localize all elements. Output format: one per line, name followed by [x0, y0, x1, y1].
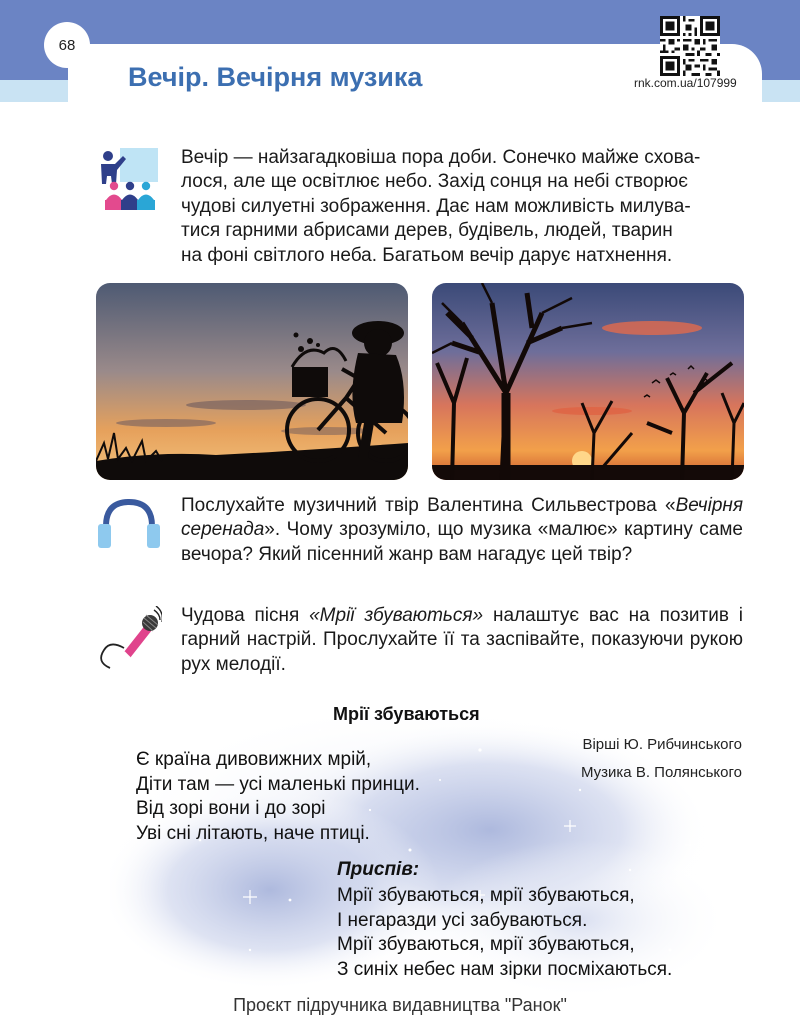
- verse-line: Діти там — усі маленькі принци.: [136, 773, 420, 795]
- headphones-icon: [96, 498, 162, 550]
- sing-text-before: Чудова пісня: [181, 605, 310, 626]
- verse-line: Від зорі вони і до зорі: [136, 798, 326, 819]
- listen-text-after: ». Чому зрозуміло, що музика «малює» картину саме вечора? Який пісенний жанр вам нагадує цей твір?: [181, 519, 743, 565]
- sing-paragraph: [181, 604, 743, 677]
- song-credits: [546, 731, 742, 787]
- intro-line: чудові силуетні зображення. Дає нам можливість милува-: [181, 195, 691, 217]
- intro-line: тися гарними абрисами дерев, будівель, людей, тварин: [181, 220, 673, 242]
- chorus-line: Мрії збуваються, мрії збуваються,: [337, 885, 635, 906]
- lyrics-author: Вірші Ю. Рибчинського: [582, 736, 742, 753]
- listen-work-title: Вечірня серенада: [181, 495, 743, 541]
- trees-sunset-silhouette-photo: [432, 283, 744, 480]
- sing-text-after: налаштує вас на позитив і гарний настрій. Прослухайте її та заспівайте, показуючи рукою рух мелодії.: [181, 605, 743, 675]
- music-author: Музика В. Полянського: [581, 764, 742, 781]
- page-title: Вечір. Вечірня музика: [128, 62, 423, 92]
- listen-text-before: Послухайте музичний твір Валентина Сильвестрова «: [181, 495, 676, 516]
- chorus-line: Мрії збуваються, мрії збуваються,: [337, 934, 635, 955]
- page-number: 68: [44, 22, 90, 68]
- intro-line: Вечір — найзагадковіша пора доби. Сонечко майже схова-: [181, 147, 701, 168]
- sing-song-title: «Мрії збуваються»: [309, 605, 484, 626]
- verse-line: Уві сні літають, наче птиці.: [136, 822, 370, 844]
- qr-code-icon[interactable]: [660, 16, 720, 76]
- microphone-icon: [96, 606, 162, 670]
- chorus-line: З синіх небес нам зірки посміхаються.: [337, 958, 673, 980]
- verse-line: Є країна дивовижних мрій,: [136, 749, 372, 770]
- intro-line: на фоні світлого неба. Багатьом вечір дарує натхнення.: [181, 244, 673, 266]
- chorus-line: І негаразди усі забуваються.: [337, 909, 588, 931]
- intro-line: лося, але ще освітлює небо. Захід сонця на небі створює: [181, 171, 688, 193]
- song-chorus: [337, 884, 672, 982]
- listen-paragraph: [181, 494, 743, 567]
- chorus-label: Приспів:: [337, 859, 420, 880]
- qr-link[interactable]: rnk.com.ua/107999: [634, 76, 737, 90]
- intro-paragraph: [181, 146, 743, 268]
- song-verse: [136, 748, 420, 846]
- song-title: Мрії збуваються: [333, 704, 480, 724]
- teacher-presentation-icon: [96, 146, 160, 212]
- footer-note: Проєкт підручника видавництва "Ранок": [233, 995, 567, 1015]
- girl-on-bicycle-silhouette-photo: [96, 283, 408, 480]
